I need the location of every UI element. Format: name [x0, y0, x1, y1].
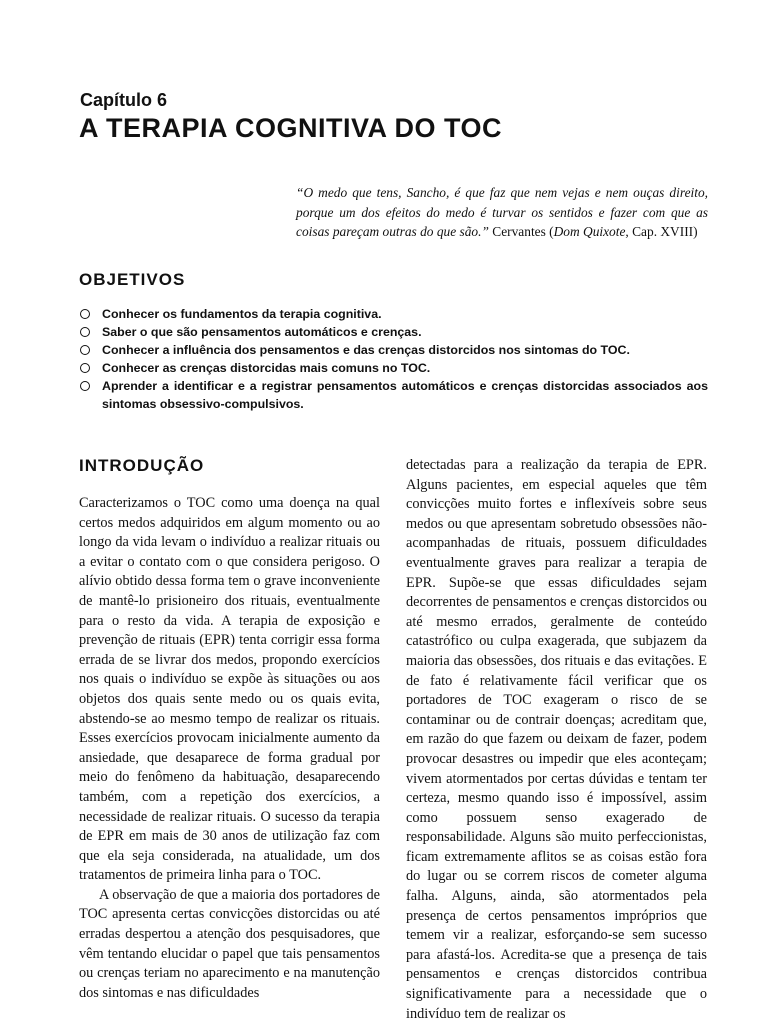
- objectives-heading: OBJETIVOS: [79, 270, 186, 289]
- text-column-left: [79, 494, 380, 1003]
- list-item: Conhecer as crenças distorcidas mais comuns no TOC.: [78, 359, 708, 377]
- epigraph: “O medo que tens, Sancho, é que faz que nem vejas e nem ouças direito, porque um dos efeitos do medo é turvar os sentidos e fazer com que as coisas pareçam outras do que são.” Cervantes (Dom Quixote, Cap. XVIII): [296, 185, 708, 239]
- introduction-paragraph-2: A observação de que a maioria dos portadores de TOC apresenta certas convicções distorcidas ou até erradas despertou a atenção dos pesquisadores, que vêm tentando elucidar o papel que tais pensamentos ou crenças teriam no aparecimento e na manutenção dos sintomas e nas dificuldades: [79, 886, 380, 1001]
- circle-bullet-icon: [80, 345, 90, 355]
- chapter-label: Capítulo 6: [80, 90, 168, 110]
- epigraph-chapter-ref: Cap. XVIII: [632, 224, 694, 239]
- epigraph-author: Cervantes: [492, 224, 546, 239]
- introduction-paragraph-1: Caracterizamos o TOC como uma doença na qual certos medos adquiridos em algum momento ou ao longo da vida levam o indivíduo a realizar rituais ou a evitar o contato com o que considera perigoso. O alívio obtido dessa forma tem o grave inconveniente de mantê-lo prisioneiro dos rituais, eventualmente para o resto da vida. A terapia de exposição e prevenção de rituais (EPR) tenta corrigir essa forma errada de se livrar dos medos, propondo exercícios nos quais o indivíduo se expõe às situações ou aos objetos dos quais sente medo ou os quais evita, abstendo-se ao mesmo tempo de realizar os rituais. Esses exercícios provocam inicialmente aumento da ansiedade, que desaparece de forma gradual por meio do fenômeno da habituação, desaparecendo também, com a repetição dos exercícios, a necessidade de realizar rituais. O sucesso da terapia de EPR em mais de 30 anos de utilização faz com que ela seja considerada, na atualidade, um dos tratamentos de primeira linha para o TOC.: [79, 495, 380, 884]
- introduction-heading: INTRODUÇÃO: [79, 456, 205, 475]
- circle-bullet-icon: [80, 309, 90, 319]
- list-item: Conhecer os fundamentos da terapia cognitiva.: [78, 305, 708, 323]
- introduction-paragraph-2-continued: detectadas para a realização da terapia de EPR. Alguns pacientes, em especial aqueles que têm convicções muito fortes e inflexíveis sobre seus medos ou que apresentam sobretudo obsessões não-acompanhadas de rituais, possuem dificuldades eventualmente graves para realizar a terapia de EPR. Supõe-se que essas dificuldades sejam decorrentes de pensamentos e crenças distorcidos ou até mesmo errados, geralmente de conteúdo catastrófico ou culpa exagerada, que subjazem da maioria das obsessões, dos rituais e das evitações. E de fato é relativamente fácil verificar que os portadores de TOC exageram o risco de se contaminar ou de contrair doenças; acreditam que, em razão do que fazem ou deixam de fazer, podem provocar desastres ou impedir que eles aconteçam; vivem atormentados por certas dúvidas e tentam ter certeza, mesmo quando isso é impossível, assim como possuem senso exagerado de responsabilidade. Alguns são muito perfeccionistas, ficam extremamente aflitos se as coisas estão fora do lugar ou se correm riscos de cometer alguma falha. Alguns, ainda, são atormentados pela presença de certos pensamentos impróprios que temem vir a realizar, esforçando-se sem sucesso para afastá-los. Acredita-se que a presença de tais pensamentos e crenças distorcidos contribua significativamente para a necessidade que o indivíduo tem de realizar os: [406, 457, 707, 1022]
- list-item: Saber o que são pensamentos automáticos e crenças.: [78, 323, 708, 341]
- circle-bullet-icon: [80, 363, 90, 373]
- circle-bullet-icon: [80, 327, 90, 337]
- list-item: Conhecer a influência dos pensamentos e das crenças distorcidos nos sintomas do TOC.: [78, 341, 708, 359]
- epigraph-work: Dom Quixote: [553, 224, 626, 239]
- epigraph-quote: “O medo que tens, Sancho, é que faz que nem vejas e nem ouças direito, porque um dos efeitos do medo é turvar os sentidos e fazer com que as coisas pareçam outras do que são.”: [296, 185, 708, 239]
- chapter-title: A TERAPIA COGNITIVA DO TOC: [79, 113, 503, 143]
- circle-bullet-icon: [80, 381, 90, 391]
- list-item: Aprender a identificar e a registrar pensamentos automáticos e crenças distorcidas associados aos sintomas obsessivo-compulsivos.: [78, 377, 708, 413]
- objectives-list: [78, 305, 708, 413]
- text-column-right: [406, 456, 707, 1024]
